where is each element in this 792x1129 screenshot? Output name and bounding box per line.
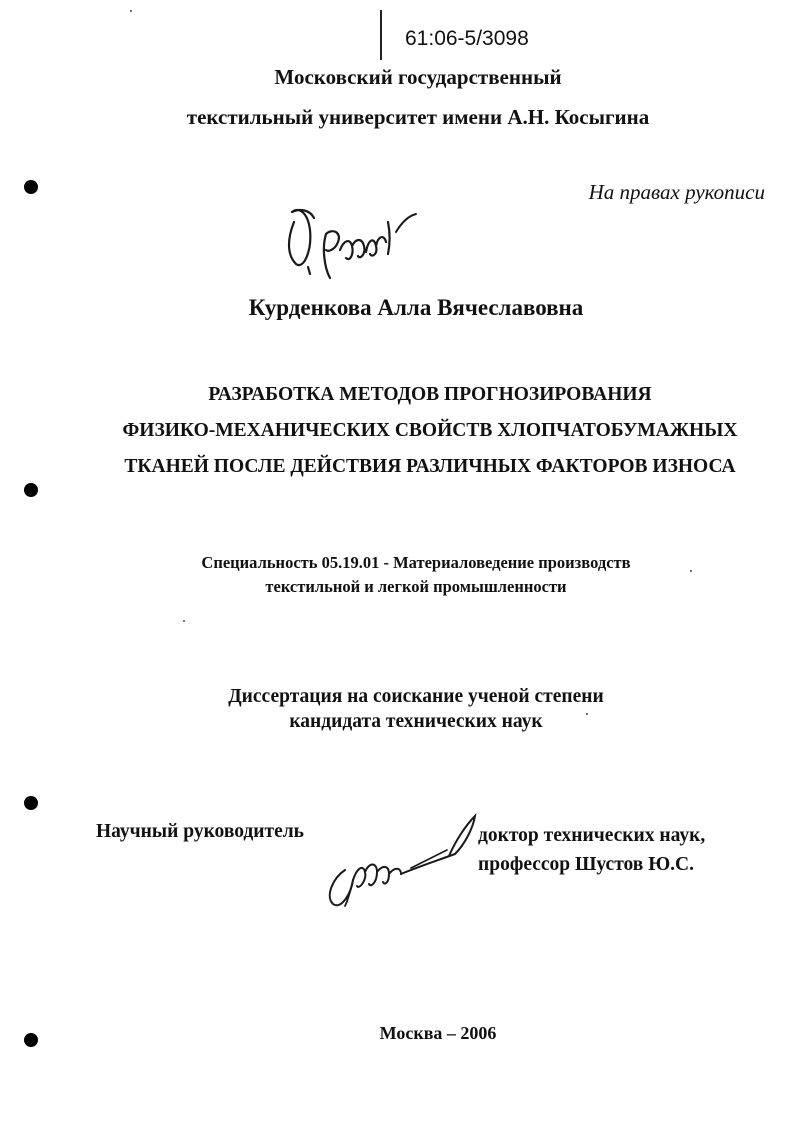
supervisor-degree: доктор технических наук, <box>478 825 706 846</box>
specialty-line-2: текстильной и легкой промышленности <box>265 577 567 596</box>
binder-hole <box>24 796 38 810</box>
title-line-3: ТКАНЕЙ ПОСЛЕ ДЕЙСТВИЯ РАЗЛИЧНЫХ ФАКТОРОВ ИЗНОСА <box>124 456 736 477</box>
city-year: Москва – 2006 <box>379 1023 497 1043</box>
scan-speck <box>586 713 588 715</box>
author-signature <box>280 192 420 287</box>
supervisor-signature <box>315 808 495 918</box>
scan-speck <box>130 10 132 12</box>
title-line-1: РАЗРАБОТКА МЕТОДОВ ПРОГНОЗИРОВАНИЯ <box>208 384 652 405</box>
binder-hole <box>24 180 38 194</box>
supervisor-name: профессор Шустов Ю.С. <box>478 854 694 875</box>
university-line-1: Московский государственный <box>274 65 562 89</box>
dissertation-line-1: Диссертация на соискание ученой степени <box>228 686 604 707</box>
author-name: Курденкова Алла Вячеславовна <box>248 295 584 320</box>
manuscript-rights: На правах рукописи <box>588 180 765 204</box>
binder-hole <box>24 1033 38 1047</box>
title-line-2: ФИЗИКО-МЕХАНИЧЕСКИХ СВОЙСТВ ХЛОПЧАТОБУМАЖНЫХ <box>122 420 738 441</box>
specialty <box>0 551 792 599</box>
archive-stamp-bar <box>380 10 382 60</box>
archive-code: 61:06-5/3098 <box>405 27 529 50</box>
university-line-2: текстильный университет имени А.Н. Косыгина <box>186 105 650 129</box>
binder-hole <box>24 483 38 497</box>
specialty-line-1: Специальность 05.19.01 - Материаловедение производств <box>201 553 631 572</box>
supervisor-label: Научный руководитель <box>96 821 304 842</box>
dissertation-title <box>0 377 792 485</box>
dissertation-degree <box>0 684 792 734</box>
dissertation-line-2: кандидата технических наук <box>289 711 543 732</box>
scan-speck <box>690 570 692 572</box>
scan-speck <box>183 620 185 622</box>
supervisor-credentials <box>478 821 705 879</box>
